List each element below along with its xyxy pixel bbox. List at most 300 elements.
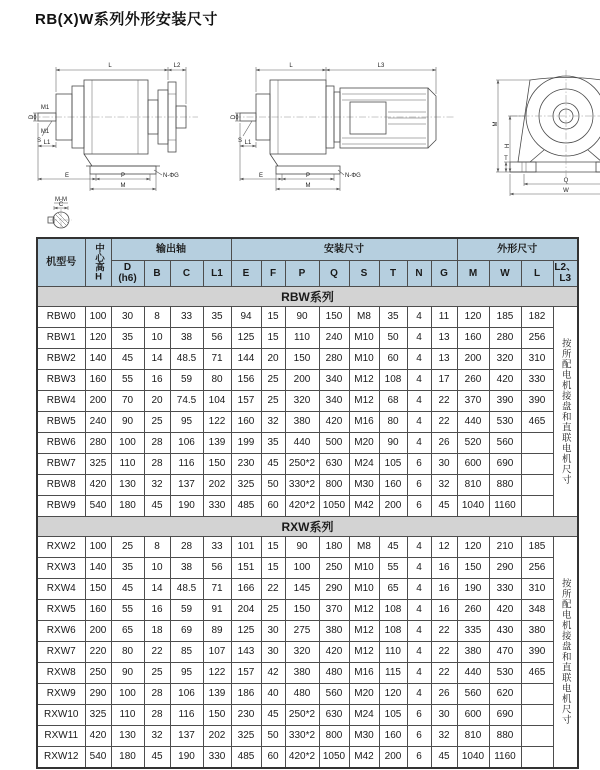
dim-d-label: D xyxy=(231,114,237,120)
value-cell: 100 xyxy=(111,432,144,453)
value-cell: 22 xyxy=(431,411,457,432)
value-cell: 122 xyxy=(203,411,231,432)
table-row xyxy=(37,746,578,768)
value-cell: 15 xyxy=(261,306,285,327)
table-row xyxy=(37,327,578,348)
value-cell: 12 xyxy=(431,536,457,557)
dim-l1-label: L1 xyxy=(244,140,252,146)
dim-ng-label: N-ΦG xyxy=(163,173,179,179)
value-cell: 4 xyxy=(407,599,431,620)
table-row xyxy=(37,348,578,369)
header-center-height xyxy=(85,238,111,286)
side-view-drawing xyxy=(26,54,206,230)
dim-p-label: P xyxy=(305,173,311,179)
model-cell: RXW8 xyxy=(37,662,85,683)
value-cell: 26 xyxy=(431,683,457,704)
value-cell: 16 xyxy=(431,557,457,578)
value-cell: 150 xyxy=(203,704,231,725)
value-cell: 13 xyxy=(431,348,457,369)
value-cell: 200 xyxy=(85,390,111,411)
value-cell: M16 xyxy=(349,662,379,683)
value-cell: 186 xyxy=(231,683,261,704)
value-cell: 143 xyxy=(231,641,261,662)
table-row xyxy=(37,536,578,557)
value-cell: 139 xyxy=(203,432,231,453)
value-cell: 25 xyxy=(261,599,285,620)
value-cell: 110 xyxy=(111,704,144,725)
value-cell: 250 xyxy=(319,557,349,578)
value-cell xyxy=(521,432,553,453)
value-cell: 380 xyxy=(285,662,319,683)
table-row xyxy=(37,390,578,411)
value-cell: 280 xyxy=(489,327,521,348)
model-cell: RXW5 xyxy=(37,599,85,620)
value-cell: 60 xyxy=(261,495,285,516)
value-cell: 45 xyxy=(111,348,144,369)
value-cell: M10 xyxy=(349,327,379,348)
table-row xyxy=(37,599,578,620)
value-cell: 26 xyxy=(431,432,457,453)
value-cell: 310 xyxy=(521,348,553,369)
value-cell: M30 xyxy=(349,725,379,746)
value-cell: 260 xyxy=(457,599,489,620)
value-cell: 880 xyxy=(489,474,521,495)
model-cell: RXW4 xyxy=(37,578,85,599)
value-cell: 55 xyxy=(111,599,144,620)
value-cell: 440 xyxy=(457,411,489,432)
value-cell: 145 xyxy=(285,578,319,599)
table-row xyxy=(37,683,578,704)
value-cell: 630 xyxy=(319,453,349,474)
value-cell: 185 xyxy=(521,536,553,557)
value-cell: 325 xyxy=(85,453,111,474)
value-cell: 560 xyxy=(319,683,349,704)
value-cell: 420 xyxy=(319,411,349,432)
value-cell: 600 xyxy=(457,453,489,474)
dim-s-label: S xyxy=(237,138,243,144)
value-cell: 122 xyxy=(203,662,231,683)
value-cell: 420*2 xyxy=(285,746,319,768)
value-cell: 13 xyxy=(431,327,457,348)
dim-l1-label: L1 xyxy=(43,140,51,146)
header-l2-l3: L2、L3 xyxy=(554,262,577,284)
value-cell: 16 xyxy=(431,599,457,620)
value-cell: M30 xyxy=(349,474,379,495)
dim-c-label: C xyxy=(58,202,64,208)
value-cell: 48.5 xyxy=(170,348,203,369)
value-cell: 71 xyxy=(203,578,231,599)
dim-l2-label: L2 xyxy=(173,63,181,69)
value-cell: 4 xyxy=(407,432,431,453)
value-cell: 810 xyxy=(457,474,489,495)
value-cell: 91 xyxy=(203,599,231,620)
value-cell: 108 xyxy=(379,620,407,641)
dim-m-label: M xyxy=(120,183,126,189)
value-cell: 600 xyxy=(457,704,489,725)
value-cell: 280 xyxy=(319,348,349,369)
value-cell: 106 xyxy=(170,432,203,453)
value-cell: 65 xyxy=(379,578,407,599)
value-cell: M10 xyxy=(349,557,379,578)
dim-l-label: L xyxy=(289,63,293,69)
value-cell: 55 xyxy=(111,369,144,390)
model-cell: RXW7 xyxy=(37,641,85,662)
value-cell: 4 xyxy=(407,620,431,641)
table-row xyxy=(37,369,578,390)
value-cell: 18 xyxy=(144,620,170,641)
page-title: RB(X)W系列外形安装尺寸 xyxy=(35,11,218,28)
table-row xyxy=(37,620,578,641)
value-cell: 465 xyxy=(521,411,553,432)
model-cell: RBW7 xyxy=(37,453,85,474)
value-cell: 15 xyxy=(261,557,285,578)
value-cell: 42 xyxy=(261,662,285,683)
value-cell: 50 xyxy=(261,725,285,746)
value-cell: 200 xyxy=(85,620,111,641)
header-g: G xyxy=(431,260,457,286)
value-cell: 310 xyxy=(521,578,553,599)
value-cell xyxy=(521,683,553,704)
value-cell: 94 xyxy=(231,306,261,327)
value-cell: 370 xyxy=(319,599,349,620)
value-cell: 107 xyxy=(203,641,231,662)
value-cell: 110 xyxy=(379,641,407,662)
value-cell: M10 xyxy=(349,348,379,369)
dim-e-label: E xyxy=(258,173,264,179)
value-cell: 104 xyxy=(203,390,231,411)
value-cell: 204 xyxy=(231,599,261,620)
value-cell: 22 xyxy=(431,662,457,683)
value-cell: 120 xyxy=(85,327,111,348)
value-cell: 6 xyxy=(407,704,431,725)
value-cell: 420 xyxy=(85,474,111,495)
value-cell: 390 xyxy=(521,641,553,662)
value-cell: 160 xyxy=(457,327,489,348)
value-cell: 200 xyxy=(379,495,407,516)
value-cell: 6 xyxy=(407,453,431,474)
value-cell: 320 xyxy=(285,390,319,411)
value-cell xyxy=(521,704,553,725)
value-cell: 40 xyxy=(261,683,285,704)
value-cell: 32 xyxy=(144,474,170,495)
value-cell: 200 xyxy=(457,348,489,369)
value-cell: 430 xyxy=(489,620,521,641)
value-cell xyxy=(521,725,553,746)
table-row xyxy=(37,432,578,453)
value-cell: 4 xyxy=(407,557,431,578)
value-cell: 380 xyxy=(285,411,319,432)
value-cell: 28 xyxy=(170,536,203,557)
value-cell: 160 xyxy=(85,369,111,390)
value-cell: 50 xyxy=(261,474,285,495)
value-cell: 30 xyxy=(431,453,457,474)
dim-m1-top-label: M1 xyxy=(40,105,50,111)
value-cell: 125 xyxy=(231,620,261,641)
value-cell: 420 xyxy=(489,599,521,620)
value-cell: 150 xyxy=(457,557,489,578)
value-cell: 95 xyxy=(170,411,203,432)
header-c: C xyxy=(170,260,203,286)
value-cell: 340 xyxy=(319,390,349,411)
value-cell: 130 xyxy=(111,474,144,495)
value-cell: 25 xyxy=(111,536,144,557)
value-cell: 16 xyxy=(144,369,170,390)
dimension-table xyxy=(36,237,579,769)
header-l1: L1 xyxy=(203,260,231,286)
header-group-mounting: 安装尺寸 xyxy=(231,238,457,260)
value-cell: 150 xyxy=(285,599,319,620)
header-q: Q xyxy=(319,260,349,286)
value-cell: 4 xyxy=(407,662,431,683)
value-cell: 8 xyxy=(144,536,170,557)
value-cell: 180 xyxy=(111,495,144,516)
table-row xyxy=(37,662,578,683)
value-cell: 90 xyxy=(379,432,407,453)
model-cell: RBW9 xyxy=(37,495,85,516)
value-cell: 80 xyxy=(379,411,407,432)
section-note xyxy=(553,306,578,516)
value-cell: 340 xyxy=(319,369,349,390)
value-cell: 59 xyxy=(170,369,203,390)
model-cell: RXW2 xyxy=(37,536,85,557)
model-cell: RBW1 xyxy=(37,327,85,348)
value-cell: 420 xyxy=(319,641,349,662)
value-cell: 115 xyxy=(379,662,407,683)
value-cell: M42 xyxy=(349,495,379,516)
value-cell: 11 xyxy=(431,306,457,327)
value-cell: 100 xyxy=(285,557,319,578)
value-cell: 540 xyxy=(85,495,111,516)
value-cell: 25 xyxy=(144,662,170,683)
value-cell: M8 xyxy=(349,306,379,327)
value-cell: 4 xyxy=(407,578,431,599)
model-cell: RXW9 xyxy=(37,683,85,704)
value-cell: 35 xyxy=(379,306,407,327)
value-cell: 150 xyxy=(203,453,231,474)
value-cell: 166 xyxy=(231,578,261,599)
value-cell: 30 xyxy=(111,306,144,327)
table-row xyxy=(37,704,578,725)
dim-m-label: M xyxy=(305,183,311,189)
value-cell: 28 xyxy=(144,453,170,474)
value-cell: 440 xyxy=(457,662,489,683)
value-cell: 14 xyxy=(144,578,170,599)
value-cell: 1160 xyxy=(489,746,521,768)
value-cell: 182 xyxy=(521,306,553,327)
value-cell: 470 xyxy=(489,641,521,662)
value-cell: 89 xyxy=(203,620,231,641)
value-cell: 45 xyxy=(144,495,170,516)
table-row xyxy=(37,557,578,578)
value-cell: 80 xyxy=(111,641,144,662)
value-cell: 22 xyxy=(431,390,457,411)
header-t: T xyxy=(379,260,407,286)
dim-m1-bottom-label: M1 xyxy=(40,129,50,135)
value-cell: 1160 xyxy=(489,495,521,516)
value-cell: 380 xyxy=(457,641,489,662)
value-cell: 420*2 xyxy=(285,495,319,516)
value-cell: M10 xyxy=(349,578,379,599)
value-cell: 45 xyxy=(261,704,285,725)
value-cell: 1040 xyxy=(457,746,489,768)
model-cell: RXW6 xyxy=(37,620,85,641)
value-cell: 48.5 xyxy=(170,578,203,599)
value-cell: 120 xyxy=(379,683,407,704)
header-s: S xyxy=(349,260,379,286)
value-cell: 157 xyxy=(231,390,261,411)
table-row xyxy=(37,495,578,516)
header-l: L xyxy=(521,260,553,286)
value-cell: 45 xyxy=(144,746,170,768)
value-cell: 156 xyxy=(231,369,261,390)
value-cell: 60 xyxy=(261,746,285,768)
value-cell: 630 xyxy=(319,704,349,725)
value-cell: 330 xyxy=(521,369,553,390)
value-cell: 116 xyxy=(170,453,203,474)
value-cell: 28 xyxy=(144,432,170,453)
value-cell: 15 xyxy=(261,327,285,348)
value-cell: 4 xyxy=(407,327,431,348)
value-cell: 160 xyxy=(231,411,261,432)
value-cell: 620 xyxy=(489,683,521,704)
value-cell: 14 xyxy=(144,348,170,369)
value-cell: 275 xyxy=(285,620,319,641)
value-cell: 348 xyxy=(521,599,553,620)
value-cell: 210 xyxy=(489,536,521,557)
value-cell: 10 xyxy=(144,327,170,348)
value-cell: 485 xyxy=(231,746,261,768)
value-cell: 17 xyxy=(431,369,457,390)
value-cell: 30 xyxy=(261,620,285,641)
dim-e-label: E xyxy=(64,173,70,179)
value-cell: 28 xyxy=(144,704,170,725)
dim-p-label: P xyxy=(120,173,126,179)
model-cell: RXW10 xyxy=(37,704,85,725)
table-row xyxy=(37,474,578,495)
value-cell: 108 xyxy=(379,369,407,390)
value-cell: 250*2 xyxy=(285,704,319,725)
value-cell: 4 xyxy=(407,348,431,369)
model-cell: RBW5 xyxy=(37,411,85,432)
value-cell: 32 xyxy=(144,725,170,746)
value-cell: 1040 xyxy=(457,495,489,516)
value-cell: 33 xyxy=(170,306,203,327)
dim-m-label: M xyxy=(493,121,499,127)
value-cell: 530 xyxy=(489,411,521,432)
value-cell: 45 xyxy=(431,746,457,768)
header-b: B xyxy=(144,260,170,286)
value-cell: 100 xyxy=(85,306,111,327)
value-cell: 230 xyxy=(231,453,261,474)
model-cell: RBW6 xyxy=(37,432,85,453)
value-cell: 90 xyxy=(111,662,144,683)
front-view-drawing xyxy=(484,54,600,204)
model-cell: RBW8 xyxy=(37,474,85,495)
value-cell: 101 xyxy=(231,536,261,557)
value-cell: 130 xyxy=(111,725,144,746)
value-cell: 6 xyxy=(407,495,431,516)
value-cell: 28 xyxy=(144,683,170,704)
value-cell: 74.5 xyxy=(170,390,203,411)
value-cell: 16 xyxy=(431,578,457,599)
model-cell: RBW4 xyxy=(37,390,85,411)
value-cell: 200 xyxy=(285,369,319,390)
value-cell: 110 xyxy=(285,327,319,348)
value-cell xyxy=(521,474,553,495)
value-cell: 50 xyxy=(379,327,407,348)
dim-s-label: S xyxy=(36,138,42,144)
header-p: P xyxy=(285,260,319,286)
value-cell: M24 xyxy=(349,453,379,474)
value-cell: 105 xyxy=(379,704,407,725)
value-cell: 160 xyxy=(85,599,111,620)
value-cell: 56 xyxy=(203,327,231,348)
model-cell: RXW3 xyxy=(37,557,85,578)
dim-l-label: L xyxy=(108,63,112,69)
value-cell: 10 xyxy=(144,557,170,578)
value-cell: 185 xyxy=(489,306,521,327)
value-cell: 200 xyxy=(379,746,407,768)
value-cell: 157 xyxy=(231,662,261,683)
value-cell: 180 xyxy=(319,536,349,557)
table-body xyxy=(37,286,578,768)
value-cell: 1050 xyxy=(319,746,349,768)
value-cell: 70 xyxy=(111,390,144,411)
header-model: 机型号 xyxy=(37,238,85,286)
value-cell: 30 xyxy=(261,641,285,662)
header-d xyxy=(111,260,144,286)
value-cell: 45 xyxy=(431,495,457,516)
header-group-output-shaft: 输出轴 xyxy=(111,238,231,260)
value-cell: 144 xyxy=(231,348,261,369)
header-e: E xyxy=(231,260,261,286)
value-cell: 330*2 xyxy=(285,474,319,495)
value-cell: 180 xyxy=(111,746,144,768)
value-cell: 45 xyxy=(261,453,285,474)
table-row xyxy=(37,453,578,474)
value-cell: 15 xyxy=(261,536,285,557)
header-n: N xyxy=(407,260,431,286)
value-cell: 140 xyxy=(85,557,111,578)
value-cell: 520 xyxy=(457,432,489,453)
value-cell: M12 xyxy=(349,599,379,620)
value-cell: 32 xyxy=(431,474,457,495)
value-cell: 190 xyxy=(170,746,203,768)
value-cell: 380 xyxy=(319,620,349,641)
value-cell: 150 xyxy=(319,306,349,327)
table-row xyxy=(37,306,578,327)
header-group-outline: 外形尺寸 xyxy=(457,238,578,260)
value-cell: 800 xyxy=(319,725,349,746)
value-cell: 100 xyxy=(85,536,111,557)
value-cell: 71 xyxy=(203,348,231,369)
value-cell: 256 xyxy=(521,327,553,348)
value-cell: 59 xyxy=(170,599,203,620)
value-cell: 110 xyxy=(111,453,144,474)
value-cell: 6 xyxy=(407,725,431,746)
value-cell: M12 xyxy=(349,390,379,411)
value-cell: 480 xyxy=(319,662,349,683)
value-cell: 139 xyxy=(203,683,231,704)
value-cell: M24 xyxy=(349,704,379,725)
header-d-top: D xyxy=(123,262,132,273)
section-row xyxy=(37,286,578,306)
value-cell: M12 xyxy=(349,620,379,641)
value-cell: 320 xyxy=(285,641,319,662)
value-cell: 35 xyxy=(261,432,285,453)
value-cell: 25 xyxy=(261,369,285,390)
header-f: F xyxy=(261,260,285,286)
